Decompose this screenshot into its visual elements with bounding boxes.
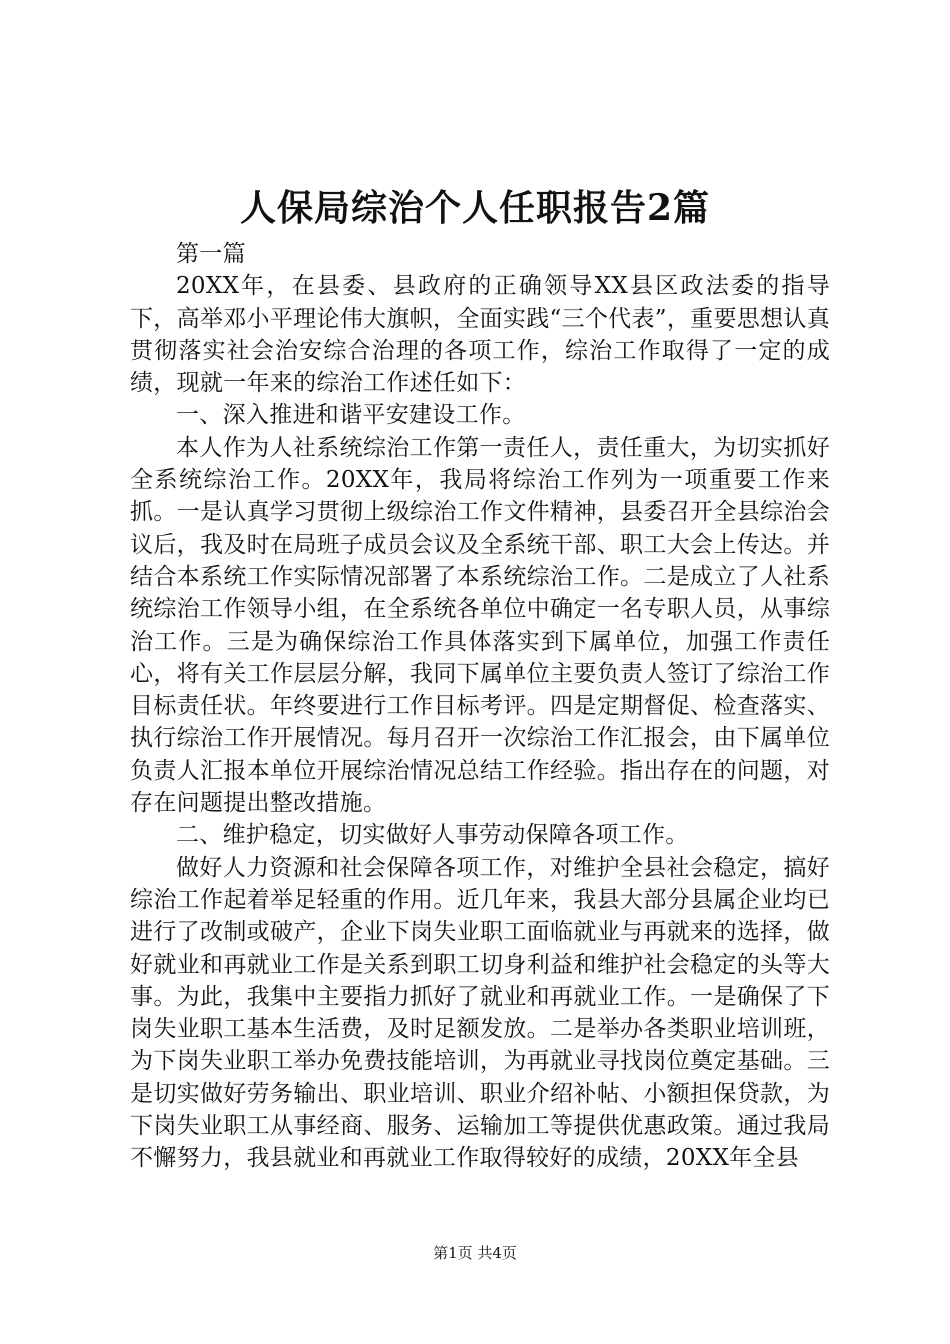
intro-paragraph: 20XX年，在县委、县政府的正确领导XX县区政法委的指导下，高举邓小平理论伟大旗帜，全面实践“三个代表”，重要思想认真贯彻落实社会治安综合治理的各项工作，综治工作取得了一定的成绩，现就一年来的综治工作述任如下： [130, 273, 830, 397]
body-paragraph-1: 本人作为人社系统综治工作第一责任人，责任重大，为切实抓好全系统综治工作。20XX年，我局将综治工作列为一项重要工作来抓。一是认真学习贯彻上级综治工作文件精神，县委召开全县综治会议后，我及时在局班子成员会议及全系统干部、职工大会上传达。并结合本系统工作实际情况部署了本系统综治工作。二是成立了人社系统综治工作领导小组，在全系统各单位中确定一名专职人员，从事综治工作。三是为确保综治工作具体落实到下属单位，加强工作责任心，将有关工作层层分解，我同下属单位主要负责人签订了综治工作目标责任状。年终要进行工作目标考评。四是定期督促、检查落实、执行综治工作开展情况。每月召开一次综治工作汇报会，由下属单位负责人汇报本单位开展综治情况总结工作经验。指出存在的问题，对存在问题提出整改措施。 [130, 434, 830, 817]
document-title: 人保局综治个人任职报告2篇 [239, 187, 711, 229]
section-heading-2: 二、维护稳定，切实做好人事劳动保障各项工作。 [176, 822, 689, 849]
page-footer: 第1页 共4页 [433, 1244, 517, 1262]
section-heading-part-one: 第一篇 [176, 241, 246, 267]
document-body [130, 238, 830, 1175]
section-heading-1: 一、深入推进和谐平安建设工作。 [176, 402, 526, 429]
body-paragraph-2: 做好人力资源和社会保障各项工作，对维护全县社会稳定，搞好综治工作起着举足轻重的作用。近几年来，我县大部分县属企业均已进行了改制或破产，企业下岗失业职工面临就业与再就来的选择，做好就业和再就业工作是关系到职工切身利益和维护社会稳定的头等大事。为此，我集中主要指力抓好了就业和再就业工作。一是确保了下岗失业职工基本生活费，及时足额发放。二是举办各类职业培训班，为下岗失业职工举办免费技能培训，为再就业寻找岗位奠定基础。三是切实做好劳务输出、职业培训、职业介绍补帖、小额担保贷款，为下岗失业职工从事经商、服务、运输加工等提供优惠政策。通过我局不懈努力，我县就业和再就业工作取得较好的成绩，20XX年全县 [130, 854, 830, 1172]
